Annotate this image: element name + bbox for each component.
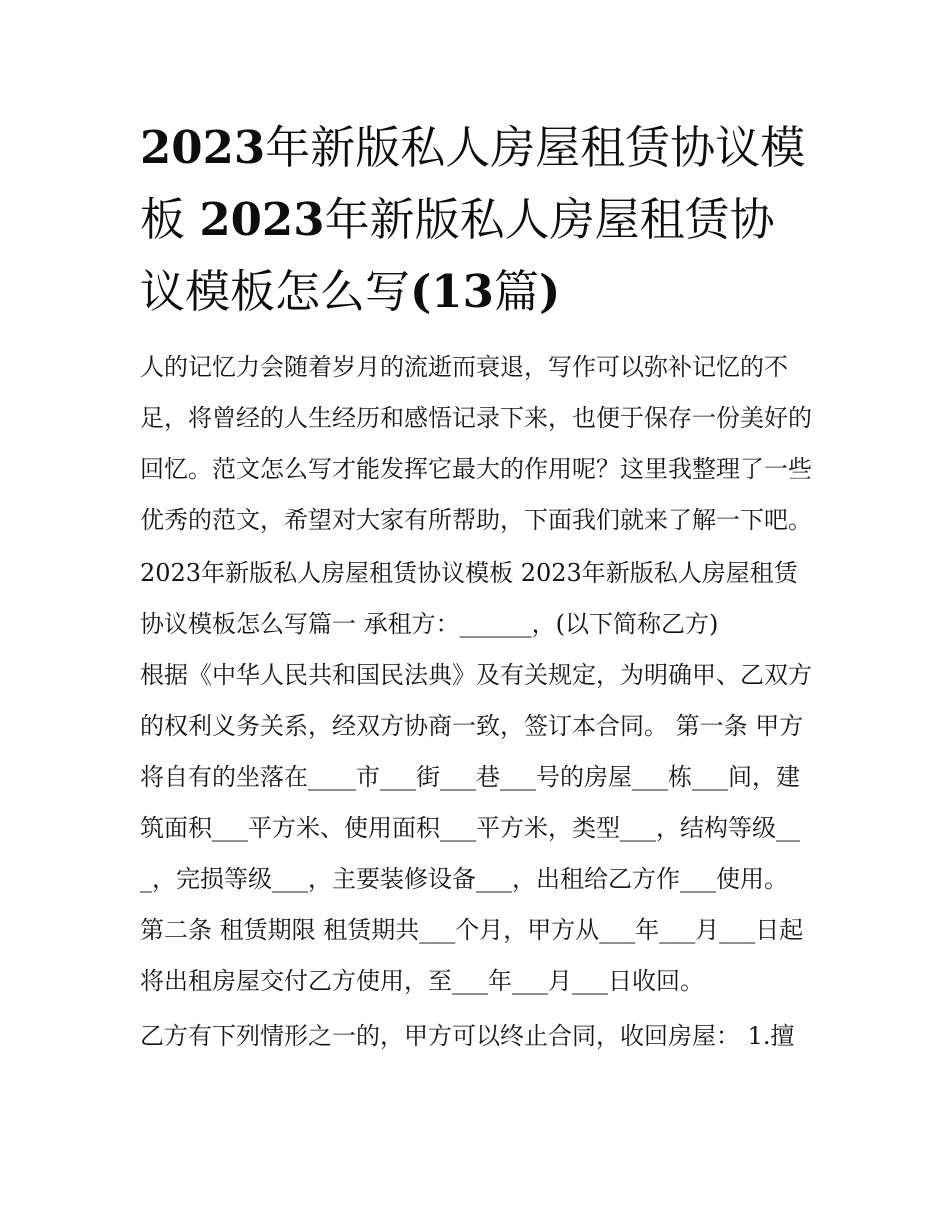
intro-paragraph: 人的记忆力会随着岁月的流逝而衰退，写作可以弥补记忆的不足，将曾经的人生经历和感悟记录下来，也便于保存一份美好的回忆。范文怎么写才能发挥它最大的作用呢？这里我整理了一些优秀的范文，希望对大家有所帮助，下面我们就来了解一下吧。	[140, 353, 812, 534]
termination-paragraph: 乙方有下列情形之一的，甲方可以终止合同，收回房屋： 1.擅	[140, 1022, 795, 1050]
agreement-heading-paragraph: 2023年新版私人房屋租赁协议模板 2023年新版私人房屋租赁协议模板怎么写篇一 承租方：______，(以下简称乙方)	[140, 559, 798, 638]
agreement-terms-paragraph: 根据《中华人民共和国民法典》及有关规定，为明确甲、乙双方的权利义务关系，经双方协商一致，签订本合同。 第一条 甲方将自有的坐落在____市___街___巷___号的房屋___栋___间，建筑面积___平方米、使用面积___平方米，类型___，结构等级___，完损等级___，主要装修设备___，出租给乙方作___使用。 第二条 租赁期限 租赁期共___个月，甲方从___年___月___日起将出租房屋交付乙方使用，至___年___月___日收回。	[140, 661, 812, 995]
document-page	[140, 112, 815, 1062]
document-title: 2023年新版私人房屋租赁协议模板 2023年新版私人房屋租赁协议模板怎么写(13篇)	[140, 121, 806, 318]
